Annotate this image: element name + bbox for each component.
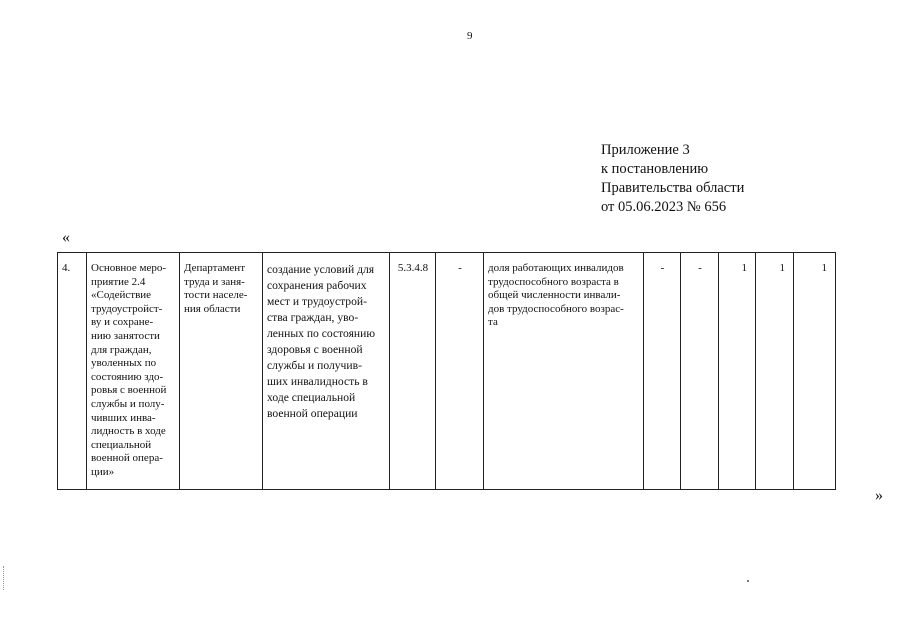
goal-line: службы и получив-	[267, 359, 362, 372]
value-cell-2	[681, 253, 719, 490]
goal-line: создание условий для	[267, 263, 375, 276]
indicator-line: дов трудоспособного возрас-	[488, 302, 624, 315]
page-number: 9	[467, 30, 473, 42]
dash-cell	[436, 253, 484, 490]
indicator-line: общей численности инвали-	[488, 289, 621, 302]
measure-line: нию занятости	[91, 329, 160, 342]
appendix-header	[601, 141, 744, 217]
indicator-line: трудоспособного возраста в	[488, 275, 619, 288]
appendix-line: Правительства области	[601, 180, 745, 196]
value-5: 1	[821, 262, 827, 274]
appendix-line: к постановлению	[601, 161, 709, 177]
executor-cell	[180, 253, 263, 490]
goal-line: ходе специальной	[267, 391, 356, 404]
goal-line: ших инвалидность в	[267, 375, 368, 388]
executor-line: тости населе-	[184, 289, 248, 302]
opening-quote: «	[62, 229, 70, 246]
measure-line: для граждан,	[91, 343, 152, 356]
measure-line: ровья с военной	[91, 384, 167, 397]
closing-quote: »	[875, 487, 883, 504]
measure-line: военной опера-	[91, 452, 163, 465]
executor-line: ния области	[184, 302, 241, 315]
code-value: 5.3.4.8	[397, 262, 429, 274]
appendix-line: от 05.06.2023 № 656	[601, 199, 727, 215]
measure-line: ции»	[91, 465, 115, 478]
measure-line: чивших инва-	[91, 411, 156, 424]
value-cell-5	[794, 253, 836, 490]
table-row	[58, 253, 836, 490]
value-1: -	[660, 262, 665, 274]
scan-margin-marks	[3, 566, 6, 590]
measure-line: «Содействие	[91, 289, 152, 302]
measure-line: ву и сохране-	[91, 316, 154, 329]
measure-line: состоянию здо-	[91, 370, 164, 383]
measure-cell	[87, 253, 180, 490]
dash-value: -	[458, 262, 462, 274]
scan-dot	[747, 580, 749, 582]
goal-line: сохранения рабочих	[267, 279, 367, 292]
goal-line: военной операции	[267, 407, 358, 420]
goal-cell	[263, 253, 390, 490]
code-cell	[390, 253, 436, 490]
goal-line: ленных по состоянию	[267, 327, 375, 340]
measure-line: приятие 2.4	[91, 275, 146, 288]
measure-line: службы и полу-	[91, 397, 165, 410]
value-cell-4	[756, 253, 794, 490]
measure-line: специальной	[91, 438, 152, 451]
measure-line: Основное меро-	[91, 262, 167, 274]
measure-line: лидность в ходе	[91, 425, 166, 438]
goal-line: мест и трудоустрой-	[267, 295, 367, 308]
goal-line: здоровья с военной	[267, 343, 363, 356]
executor-line: труда и заня-	[184, 275, 245, 288]
row-number-cell	[58, 253, 87, 490]
row-number: 4.	[62, 262, 71, 274]
indicator-cell	[484, 253, 644, 490]
executor-line: Департамент	[184, 262, 246, 274]
indicator-line: доля работающих инвалидов	[488, 262, 624, 274]
program-table	[57, 252, 836, 490]
measure-line: трудоустройст-	[91, 302, 163, 315]
appendix-line: Приложение 3	[601, 142, 690, 158]
goal-line: ства граждан, уво-	[267, 311, 359, 324]
value-2: -	[698, 262, 702, 274]
indicator-line: та	[488, 316, 498, 329]
value-4: 1	[779, 262, 785, 274]
measure-line: уволенных по	[91, 357, 157, 370]
value-cell-1	[644, 253, 681, 490]
value-cell-3	[719, 253, 756, 490]
value-3: 1	[741, 262, 747, 274]
